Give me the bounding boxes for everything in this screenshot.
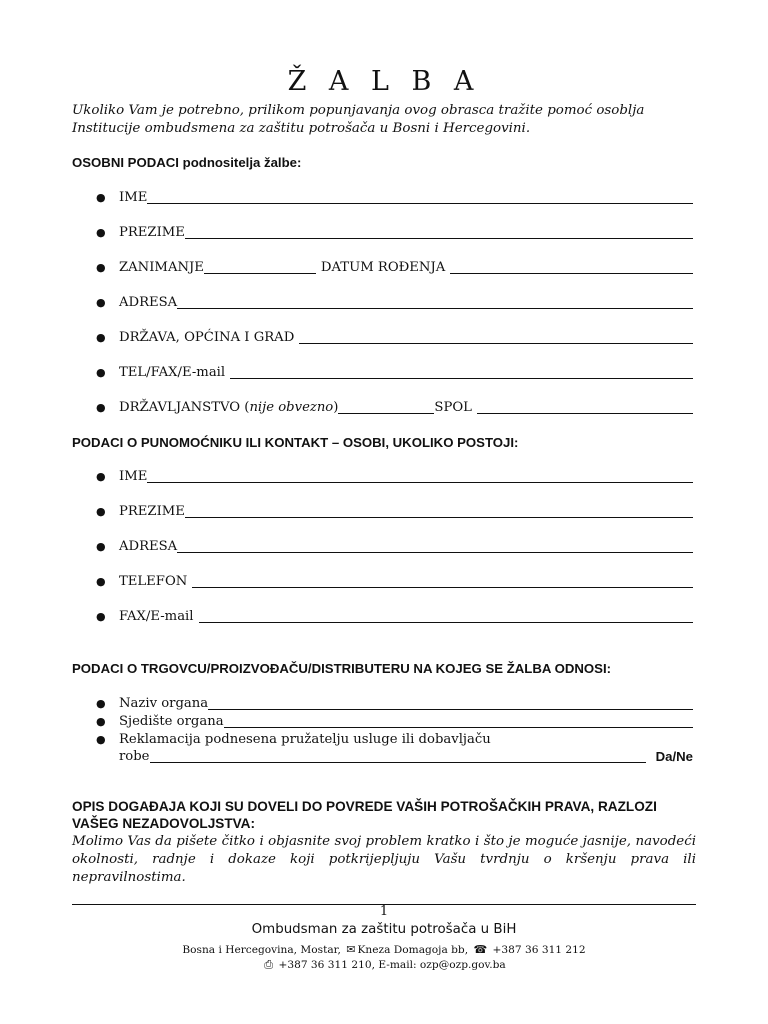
page-number: 1 <box>379 904 389 919</box>
label-spol: SPOL <box>434 400 472 415</box>
description-instructions: Molimo Vas da pišete čitko i objasnite svoj problem kratko i što je moguće jasnije, navodeći okolnosti, radnje i dokaze koji potkrijepljuju Vašu tvrdnju o kršenju prava ili nepravilnostima. <box>72 834 696 885</box>
field-row-drzava <box>96 329 693 347</box>
bullet-icon: ● <box>96 470 106 483</box>
proxy-adresa-input-line[interactable] <box>177 539 693 553</box>
field-row-proxy-prezime <box>96 503 693 521</box>
field-row-zanimanje <box>96 259 693 277</box>
bullet-icon: ● <box>96 366 106 379</box>
label-datum-rodjenja: DATUM ROĐENJA <box>320 260 446 275</box>
bullet-icon: ● <box>96 610 106 623</box>
spol-input-line[interactable] <box>477 400 693 414</box>
fax-icon: ⎙ <box>264 958 274 971</box>
label-ime: IME <box>119 190 148 205</box>
bullet-icon: ● <box>96 226 106 239</box>
footer-address-street: Kneza Domagoja bb, <box>357 944 469 956</box>
field-row-proxy-ime <box>96 468 693 486</box>
label-robe: robe <box>119 749 150 764</box>
field-row-tel <box>96 364 693 382</box>
field-row-prezime <box>96 224 693 242</box>
label-prezime: PREZIME <box>119 225 185 240</box>
robe-input-line[interactable] <box>150 749 646 763</box>
label-close-paren: ) <box>333 400 339 415</box>
label-naziv-organa: Naziv organa <box>119 696 209 711</box>
proxy-fax-input-line[interactable] <box>199 609 694 623</box>
field-row-naziv <box>96 695 693 713</box>
footer-phone: +387 36 311 212 <box>492 944 586 956</box>
label-reklamacija: Reklamacija podnesena pružatelju usluge ili dobavljaču <box>119 732 491 747</box>
bullet-icon: ● <box>96 575 106 588</box>
field-row-reklamacija <box>96 731 693 749</box>
footer-organization: Ombudsman za zaštitu potrošača u BiH <box>251 922 517 937</box>
field-row-ime <box>96 189 693 207</box>
label-nije-obvezno: nije obvezno <box>249 400 334 415</box>
bullet-icon: ● <box>96 540 106 553</box>
ime-input-line[interactable] <box>147 190 693 204</box>
bullet-icon: ● <box>96 401 106 414</box>
label-proxy-ime: IME <box>119 469 148 484</box>
label-adresa: ADRESA <box>119 295 178 310</box>
prezime-input-line[interactable] <box>185 225 693 239</box>
footer-address <box>0 943 768 956</box>
bullet-icon: ● <box>96 331 106 344</box>
field-row-proxy-fax <box>96 608 693 626</box>
section-proxy-heading: PODACI O PUNOMOĆNIKU ILI KONTAKT – OSOBI, UKOLIKO POSTOJI: <box>72 435 519 450</box>
label-proxy-adresa: ADRESA <box>119 539 178 554</box>
label-proxy-telefon: TELEFON <box>119 574 188 589</box>
drzavljanstvo-input-line[interactable] <box>338 400 434 414</box>
adresa-input-line[interactable] <box>177 295 693 309</box>
da-ne-option[interactable]: Da/Ne <box>655 749 693 764</box>
field-row-drzavljanstvo <box>96 399 693 417</box>
form-title: Ž A L B A <box>287 66 481 97</box>
bullet-icon: ● <box>96 733 106 746</box>
bullet-icon: ● <box>96 296 106 309</box>
zanimanje-input-line[interactable] <box>204 260 316 274</box>
naziv-organa-input-line[interactable] <box>208 696 693 710</box>
footer-address-city: Bosna i Hercegovina, Mostar, <box>182 944 341 956</box>
section-personal-heading <box>72 155 301 170</box>
bullet-icon: ● <box>96 715 106 728</box>
drzava-input-line[interactable] <box>299 330 693 344</box>
proxy-prezime-input-line[interactable] <box>185 504 693 518</box>
proxy-ime-input-line[interactable] <box>147 469 693 483</box>
telephone-icon: ☎ <box>473 943 488 956</box>
label-sjediste-organa: Sjedište organa <box>119 714 224 729</box>
field-row-proxy-adresa <box>96 538 693 556</box>
label-drzavljanstvo-text: DRŽAVLJANSTVO ( <box>119 400 250 415</box>
label-tel-fax-email: TEL/FAX/E-mail <box>119 365 226 380</box>
bullet-icon: ● <box>96 261 106 274</box>
datum-rodjenja-input-line[interactable] <box>450 260 693 274</box>
proxy-telefon-input-line[interactable] <box>192 574 693 588</box>
field-row-proxy-telefon <box>96 573 693 591</box>
section-personal-heading-rest: podnositelja žalbe: <box>178 155 302 170</box>
label-proxy-prezime: PREZIME <box>119 504 185 519</box>
footer-fax-text: +387 36 311 210, E-mail: ozp@ozp.gov.ba <box>278 959 506 971</box>
field-row-adresa <box>96 294 693 312</box>
description-heading: OPIS DOGAĐAJA KOJI SU DOVELI DO POVREDE VAŠIH POTROŠAČKIH PRAVA, RAZLOZI VAŠEG NEZADOVOLJSTVA: <box>72 799 657 831</box>
bullet-icon: ● <box>96 697 106 710</box>
label-drzava: DRŽAVA, OPĆINA I GRAD <box>119 330 295 345</box>
section-personal-heading-bold: OSOBNI PODACI <box>72 155 179 170</box>
sjediste-organa-input-line[interactable] <box>224 714 693 728</box>
label-zanimanje: ZANIMANJE <box>119 260 204 275</box>
section-trader-heading: PODACI O TRGOVCU/PROIZVOĐAČU/DISTRIBUTERU NA KOJEG SE ŽALBA ODNOSI: <box>72 661 611 676</box>
bullet-icon: ● <box>96 505 106 518</box>
envelope-icon: ✉ <box>346 943 356 956</box>
field-row-robe <box>96 748 693 766</box>
label-proxy-fax: FAX/E-mail <box>119 609 194 624</box>
footer-fax-email <box>0 958 768 972</box>
label-drzavljanstvo <box>119 399 338 417</box>
field-row-sjediste <box>96 713 693 731</box>
bullet-icon: ● <box>96 191 106 204</box>
intro-text: Ukoliko Vam je potrebno, prilikom popunjavanja ovog obrasca tražite pomoć osoblja Institucije ombudsmena za zaštitu potrošača u Bosni i Hercegovini. <box>72 103 645 136</box>
tel-input-line[interactable] <box>230 365 693 379</box>
